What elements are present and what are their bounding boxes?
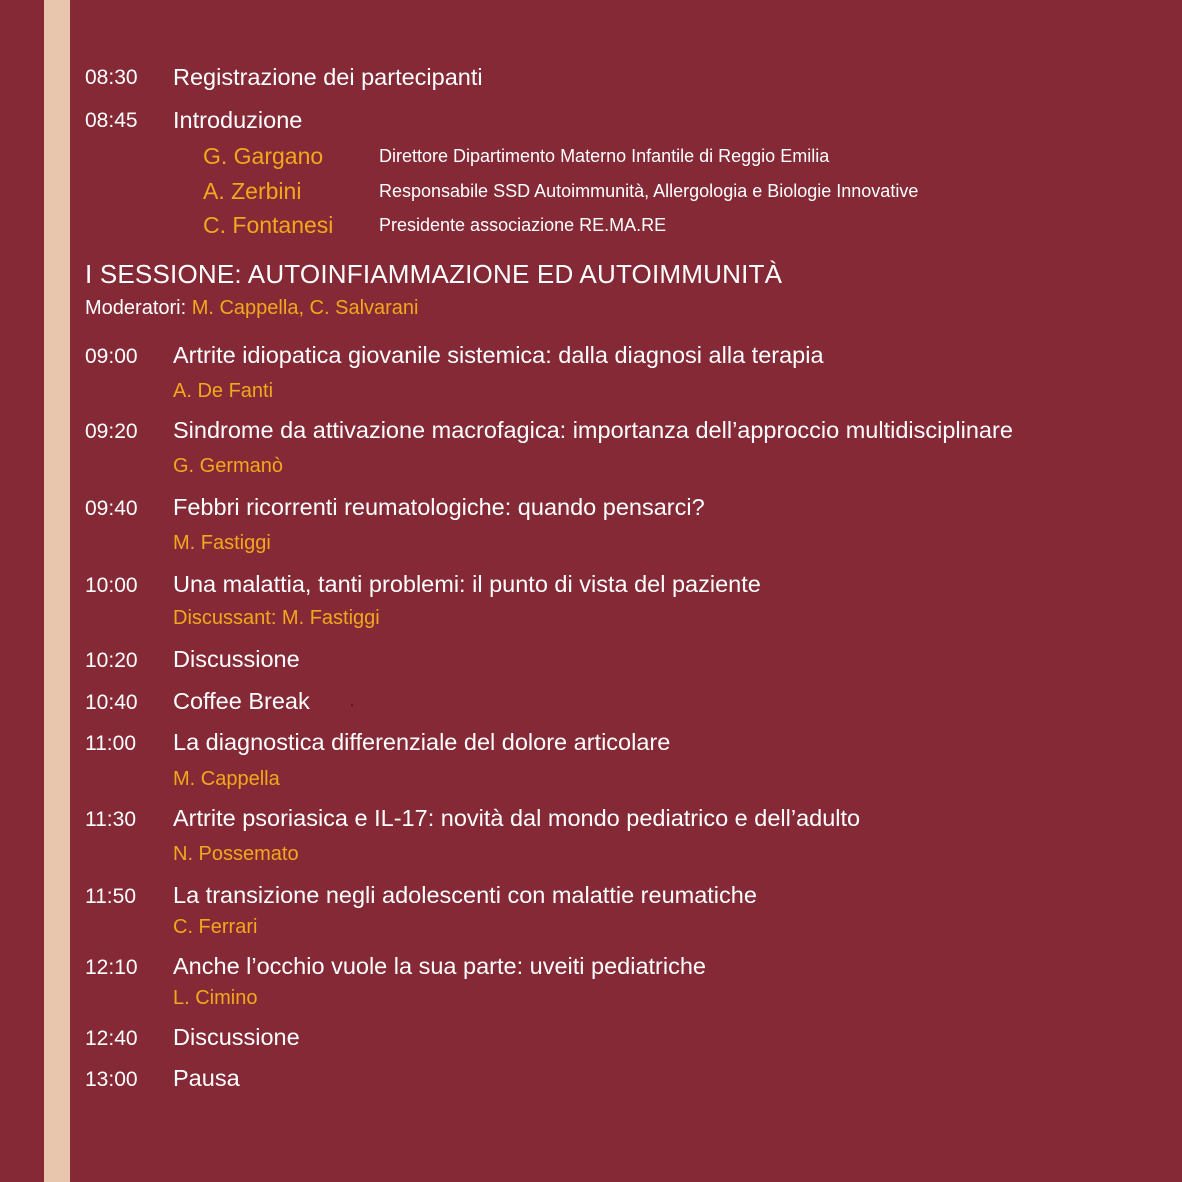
intro-speaker-name: G. Gargano: [203, 143, 324, 169]
time-opening-1: 08:30: [85, 66, 138, 89]
schedule-title: Una malattia, tanti problemi: il punto di vista del paziente: [173, 571, 761, 597]
schedule-time: 13:00: [85, 1068, 138, 1091]
intro-speaker-name: A. Zerbini: [203, 178, 302, 204]
intro-speaker-role: Responsabile SSD Autoimmunità, Allergologia e Biologie Innovative: [379, 181, 919, 201]
schedule-time: 09:40: [85, 497, 138, 520]
schedule-speaker: C. Ferrari: [173, 916, 258, 938]
schedule-time: 10:00: [85, 574, 138, 597]
schedule-time: 09:20: [85, 420, 138, 443]
schedule-time: 10:40: [85, 691, 138, 714]
schedule-title: Anche l’occhio vuole la sua parte: uveiti pediatriche: [173, 953, 706, 979]
moderators-names: M. Cappella, C. Salvarani: [191, 297, 419, 319]
schedule-time: 09:00: [85, 345, 138, 368]
schedule-speaker: Discussant: M. Fastiggi: [173, 607, 380, 629]
title-opening-2: Introduzione: [173, 107, 303, 133]
schedule-speaker: M. Fastiggi: [173, 532, 271, 554]
session-title: I SESSIONE: AUTOINFIAMMAZIONE ED AUTOIMMUNITÀ: [85, 259, 783, 289]
schedule-time: 12:10: [85, 956, 138, 979]
schedule-title: Artrite psoriasica e IL-17: novità dal mondo pediatrico e dell’adulto: [173, 805, 861, 831]
intro-speaker-role: Direttore Dipartimento Materno Infantile di Reggio Emilia: [379, 146, 830, 166]
schedule-title: Artrite idiopatica giovanile sistemica: dalla diagnosi alla terapia: [173, 342, 824, 368]
time-opening-2: 08:45: [85, 109, 138, 132]
schedule-title: Coffee Break: [173, 688, 310, 714]
stray-dot: .: [350, 693, 354, 709]
schedule-title: Discussione: [173, 1024, 300, 1050]
schedule-speaker: N. Possemato: [173, 843, 299, 865]
schedule-time: 11:30: [85, 808, 136, 831]
moderators-line: [85, 297, 419, 320]
schedule-time: 11:50: [85, 885, 136, 908]
schedule-title: La diagnostica differenziale del dolore articolare: [173, 729, 671, 755]
schedule-time: 10:20: [85, 649, 138, 672]
schedule-title: Sindrome da attivazione macrofagica: importanza dell’approccio multidisciplinare: [173, 417, 1013, 443]
schedule-title: Febbri ricorrenti reumatologiche: quando pensarci?: [173, 494, 705, 520]
schedule-speaker: A. De Fanti: [173, 380, 274, 402]
schedule-title: La transizione negli adolescenti con malattie reumatiche: [173, 882, 757, 908]
schedule-time: 11:00: [85, 732, 136, 755]
title-opening-1: Registrazione dei partecipanti: [173, 64, 483, 90]
moderators-label: Moderatori:: [85, 297, 187, 319]
intro-speaker-name: C. Fontanesi: [203, 212, 334, 238]
schedule-time: 12:40: [85, 1027, 138, 1050]
left-decorative-stripe: [44, 0, 70, 1182]
schedule-speaker: G. Germanò: [173, 455, 284, 477]
schedule-title: Pausa: [173, 1065, 240, 1091]
schedule-speaker: M. Cappella: [173, 768, 280, 790]
schedule-speaker: L. Cimino: [173, 987, 258, 1009]
intro-speaker-role: Presidente associazione RE.MA.RE: [379, 215, 667, 235]
schedule-title: Discussione: [173, 646, 300, 672]
